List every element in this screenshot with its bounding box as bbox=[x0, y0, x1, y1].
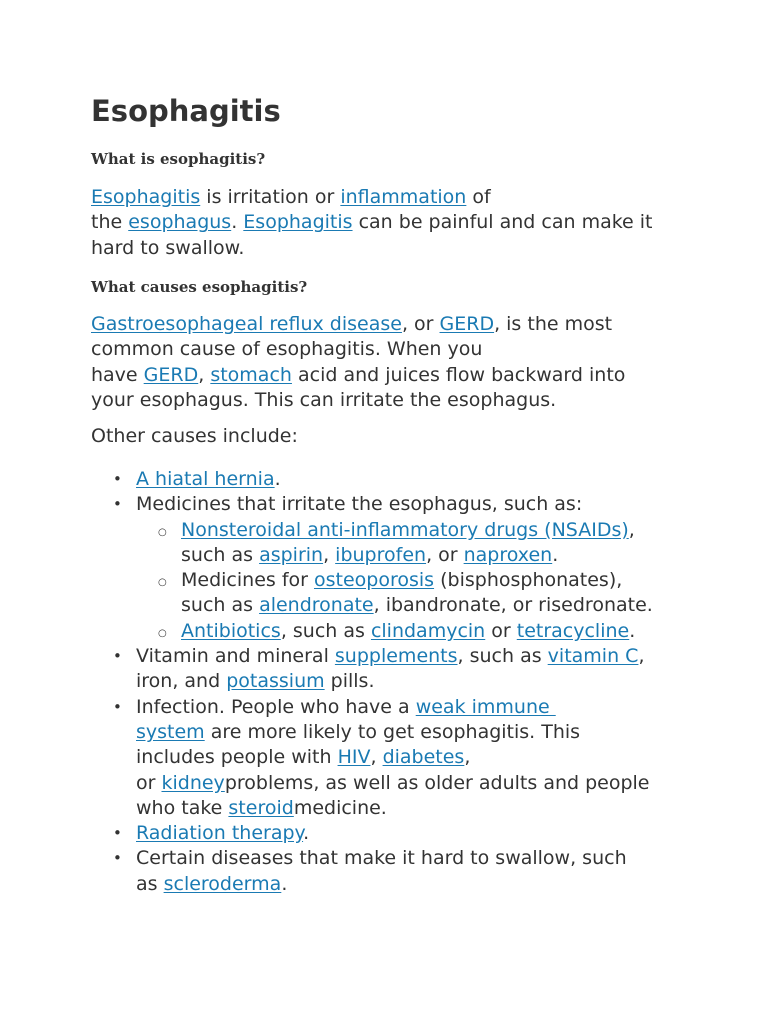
text-line bbox=[91, 210, 653, 235]
text-run: . bbox=[274, 468, 281, 490]
question-heading-causes: What causes esophagitis? bbox=[91, 278, 308, 296]
list-item bbox=[91, 467, 653, 492]
link-antibiotics[interactable]: Antibiotics bbox=[181, 619, 281, 642]
text-line bbox=[136, 745, 653, 770]
text-run: pills. bbox=[324, 670, 375, 693]
link-ibuprofen[interactable]: ibuprofen bbox=[335, 543, 427, 566]
text-line: your esophagus. This can irritate the esophagus. bbox=[91, 388, 557, 411]
link-hiatal-hernia[interactable]: A hiatal hernia bbox=[136, 468, 275, 490]
causes-list bbox=[91, 467, 653, 897]
link-hiv[interactable]: HIV bbox=[337, 746, 371, 769]
text-run: Vitamin and mineral bbox=[136, 645, 335, 668]
link-tetracycline[interactable]: tetracycline bbox=[516, 619, 630, 642]
text-run: or bbox=[485, 619, 517, 642]
text-run: the bbox=[91, 211, 129, 234]
text-run: , or bbox=[401, 313, 440, 335]
definition-paragraph bbox=[91, 185, 653, 261]
text-run: . bbox=[281, 872, 288, 895]
text-line bbox=[91, 185, 653, 210]
text-line bbox=[91, 312, 625, 337]
text-line bbox=[91, 363, 625, 388]
link-esophagus[interactable]: esophagus bbox=[128, 211, 232, 234]
link-scleroderma[interactable]: scleroderma bbox=[163, 872, 282, 895]
text-run: as bbox=[136, 872, 164, 895]
list-item bbox=[91, 492, 653, 644]
text-run: medicine. bbox=[293, 796, 387, 819]
link-kidney[interactable]: kidney bbox=[161, 771, 225, 794]
text-run: who take bbox=[136, 796, 229, 819]
text-line bbox=[181, 518, 653, 543]
text-line bbox=[181, 619, 653, 644]
question-heading-what-is: What is esophagitis? bbox=[91, 150, 266, 168]
text-line: • Medicines that irritate the esophagus, such as: bbox=[136, 493, 583, 516]
text-line bbox=[136, 720, 653, 745]
text-run: problems, as well as older adults and people bbox=[224, 771, 650, 794]
text-run: can be painful and can make it bbox=[352, 211, 653, 234]
medicines-sublist bbox=[136, 518, 653, 644]
text-run: . bbox=[629, 619, 636, 642]
text-run: , bbox=[370, 746, 383, 769]
sublist-item bbox=[136, 518, 653, 569]
list-item bbox=[91, 695, 653, 821]
text-run: . bbox=[552, 543, 559, 566]
link-clindamycin[interactable]: clindamycin bbox=[370, 619, 486, 642]
text-run: , ibandronate, or risedronate. bbox=[373, 594, 653, 617]
link-weak-immune-system[interactable]: system bbox=[136, 720, 205, 743]
text-run: , bbox=[628, 518, 635, 541]
text-line: hard to swallow. bbox=[91, 236, 245, 259]
text-run: is irritation or bbox=[200, 186, 341, 208]
text-line: common cause of esophagitis. When you bbox=[91, 338, 483, 361]
text-run: are more likely to get esophagitis. This bbox=[204, 720, 581, 743]
link-aspirin[interactable]: aspirin bbox=[259, 543, 324, 566]
text-run: , is the most bbox=[494, 313, 613, 335]
text-run: , bbox=[638, 645, 645, 668]
text-line bbox=[136, 872, 653, 897]
text-run: have bbox=[91, 363, 144, 386]
text-run: , bbox=[464, 746, 471, 769]
text-run: , such as bbox=[457, 645, 548, 668]
list-item bbox=[91, 644, 653, 695]
other-causes-intro: Other causes include: bbox=[91, 425, 298, 447]
text-line bbox=[136, 771, 653, 796]
text-run: Medicines for bbox=[181, 569, 314, 592]
text-line bbox=[181, 568, 653, 593]
sublist-item bbox=[136, 568, 653, 619]
text-run: Infection. People who have a bbox=[136, 695, 416, 718]
link-radiation-therapy[interactable]: Radiation therapy bbox=[136, 822, 304, 845]
link-gerd-full[interactable]: Gastroesophageal reflux disease bbox=[91, 313, 402, 335]
link-diabetes[interactable]: diabetes bbox=[382, 746, 465, 769]
text-run: , or bbox=[426, 543, 464, 566]
text-line bbox=[136, 644, 653, 669]
text-run: of bbox=[466, 186, 491, 208]
text-run: such as bbox=[181, 594, 260, 617]
text-run: . bbox=[303, 822, 310, 845]
text-line bbox=[136, 467, 653, 492]
text-run: . bbox=[231, 211, 244, 234]
page-title: Esophagitis bbox=[91, 94, 281, 128]
link-naproxen[interactable]: naproxen bbox=[463, 543, 553, 566]
causes-paragraph bbox=[91, 312, 625, 413]
text-line bbox=[181, 543, 653, 568]
text-run: , bbox=[198, 363, 211, 386]
text-line bbox=[181, 593, 653, 618]
link-alendronate[interactable]: alendronate bbox=[259, 594, 374, 617]
link-weak-immune-system[interactable]: weak immune bbox=[415, 695, 556, 718]
link-vitamin-c[interactable]: vitamin C bbox=[547, 645, 639, 668]
link-supplements[interactable]: supplements bbox=[334, 645, 458, 668]
link-potassium[interactable]: potassium bbox=[226, 670, 325, 693]
text-run: iron, and bbox=[136, 670, 227, 693]
text-run: , bbox=[323, 543, 336, 566]
link-esophagitis[interactable]: Esophagitis bbox=[243, 211, 353, 234]
link-gerd[interactable]: GERD bbox=[439, 313, 495, 335]
text-run: acid and juices flow backward into bbox=[291, 363, 626, 386]
link-steroid[interactable]: steroid bbox=[228, 796, 294, 819]
text-line bbox=[136, 669, 653, 694]
link-esophagitis[interactable]: Esophagitis bbox=[91, 186, 201, 208]
link-nsaids[interactable]: Nonsteroidal anti-inflammatory drugs (NSAIDs) bbox=[181, 518, 629, 541]
list-item bbox=[91, 821, 653, 846]
list-item bbox=[91, 846, 653, 897]
text-line bbox=[136, 695, 653, 720]
text-line: • Certain diseases that make it hard to swallow, such bbox=[136, 847, 627, 870]
text-run: (bisphosphonates), bbox=[434, 569, 623, 592]
text-line bbox=[136, 821, 653, 846]
text-line bbox=[136, 796, 653, 821]
text-run: or bbox=[136, 771, 162, 794]
link-stomach[interactable]: stomach bbox=[210, 363, 292, 386]
link-gerd[interactable]: GERD bbox=[143, 363, 199, 386]
link-inflammation[interactable]: inflammation bbox=[340, 186, 467, 208]
sublist-item bbox=[136, 619, 653, 644]
text-run: such as bbox=[181, 543, 260, 566]
link-osteoporosis[interactable]: osteoporosis bbox=[313, 569, 435, 592]
text-run: includes people with bbox=[136, 746, 338, 769]
text-run: , such as bbox=[280, 619, 371, 642]
